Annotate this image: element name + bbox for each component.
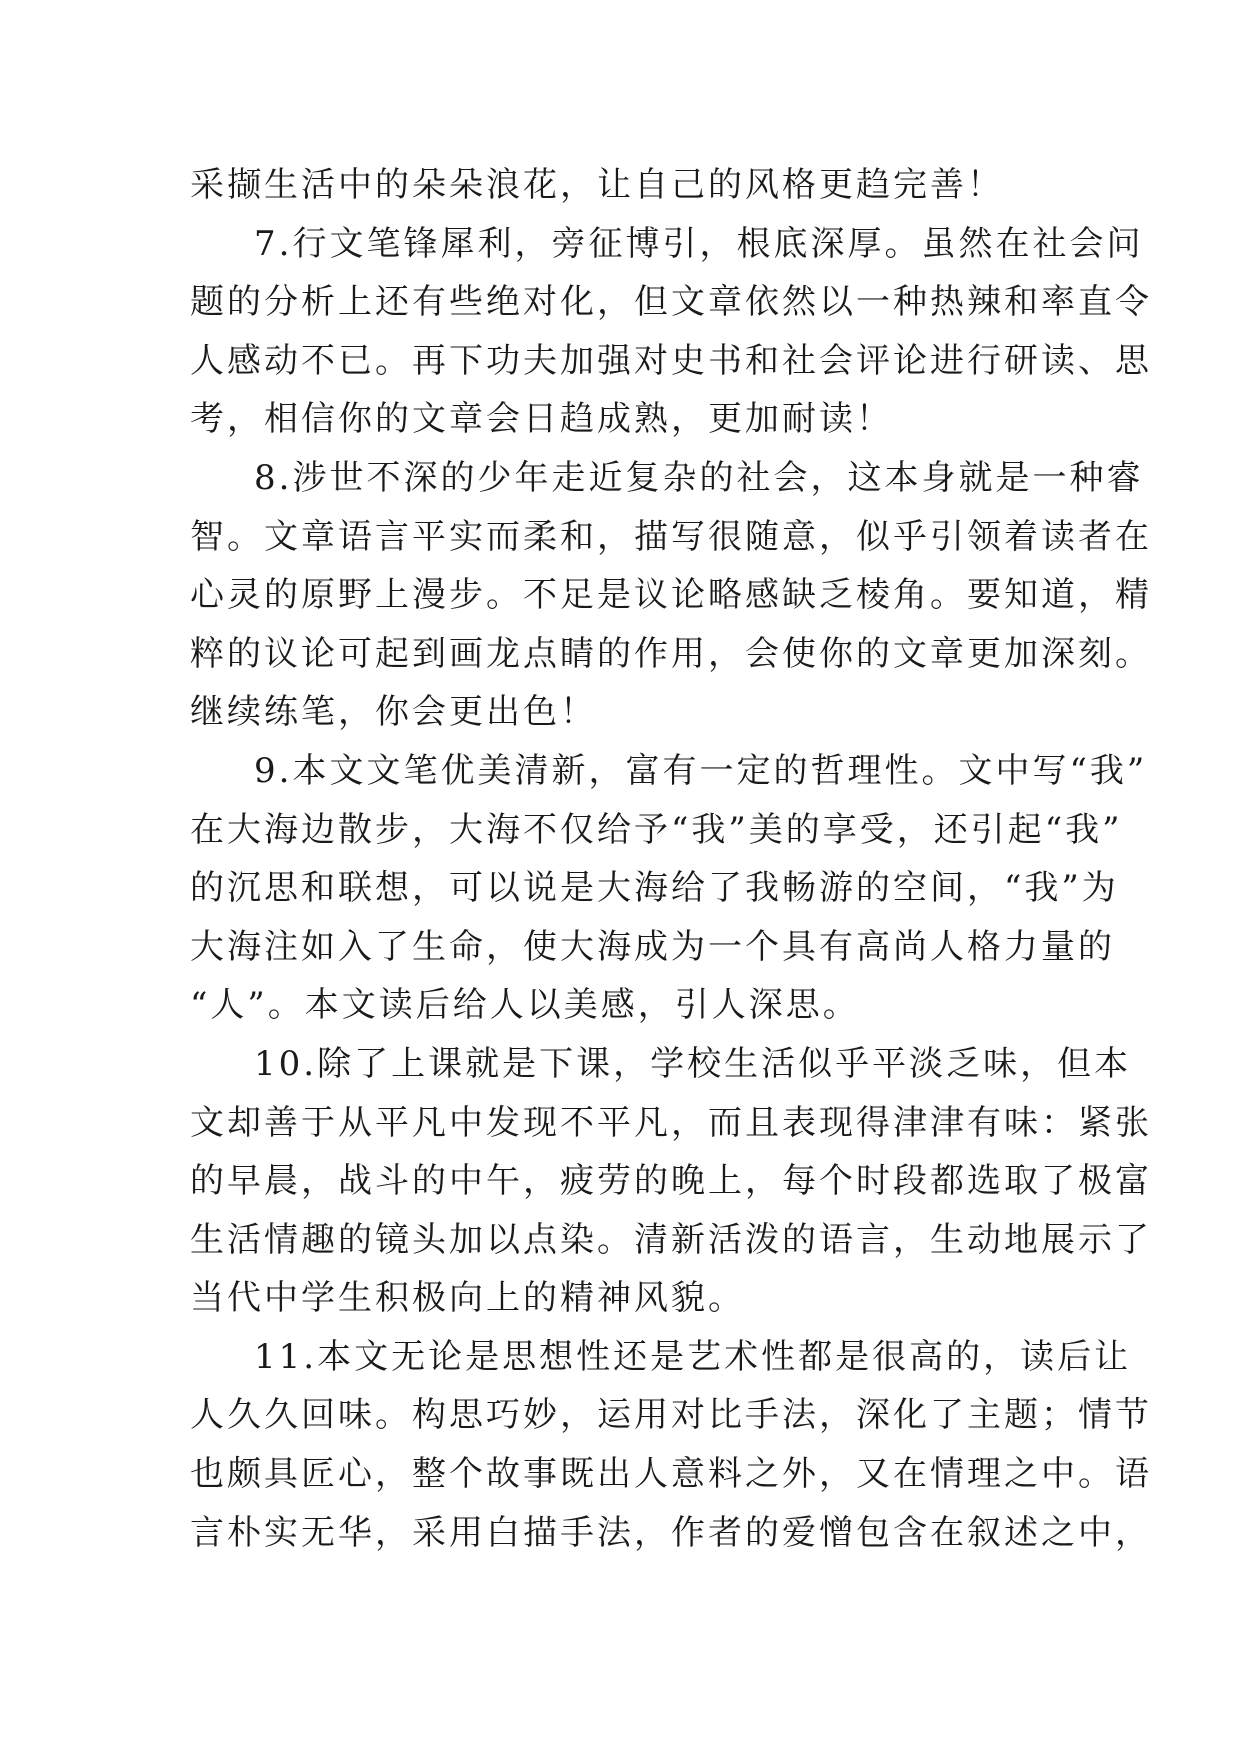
text-line: 人久久回味。构思巧妙，运用对比手法，深化了主题；情节 <box>190 1395 1152 1436</box>
text-line: 也颇具匠心，整个故事既出人意料之外，又在情理之中。语 <box>190 1454 1152 1495</box>
text-line: 9.本文文笔优美清新，富有一定的哲理性。文中写“我” <box>254 750 1148 791</box>
text-line: 8.涉世不深的少年走近复杂的社会，这本身就是一种睿 <box>254 457 1144 498</box>
text-line: 在大海边散步，大海不仅给予“我”美的享受，还引起“我” <box>190 809 1123 850</box>
text-line: 文却善于从平凡中发现不平凡，而且表现得津津有味：紧张 <box>190 1102 1152 1143</box>
text-line: 10.除了上课就是下课，学校生活似乎平淡乏味，但本 <box>254 1043 1132 1084</box>
text-line: 采撷生活中的朵朵浪花，让自己的风格更趋完善！ <box>190 165 1004 205</box>
text-line: 题的分析上还有些绝对化，但文章依然以一种热辣和率直令 <box>190 282 1152 323</box>
text-line: 7.行文笔锋犀利，旁征博引，根底深厚。虽然在社会问 <box>254 223 1144 264</box>
text-line: 生活情趣的镜头加以点染。清新活泼的语言，生动地展示了 <box>190 1219 1152 1260</box>
text-line: 智。文章语言平实而柔和，描写很随意，似乎引领着读者在 <box>190 516 1152 557</box>
text-line: 继续练笔，你会更出色！ <box>190 692 597 733</box>
text-line: 大海注如入了生命，使大海成为一个具有高尚人格力量的 <box>190 926 1115 967</box>
text-line: 言朴实无华，采用白描手法，作者的爱憎包含在叙述之中， <box>190 1512 1152 1553</box>
body-text <box>190 156 1152 1562</box>
text-line: 11.本文无论是思想性还是艺术性都是很高的，读后让 <box>254 1336 1132 1377</box>
text-line: 当代中学生积极向上的精神风貌。 <box>190 1278 745 1319</box>
text-line: 考，相信你的文章会日趋成熟，更加耐读！ <box>190 399 893 440</box>
text-line: 心灵的原野上漫步。不足是议论略感缺乏棱角。要知道，精 <box>190 575 1152 616</box>
text-line: 粹的议论可起到画龙点睛的作用，会使你的文章更加深刻。 <box>190 633 1152 674</box>
text-line: 的沉思和联想，可以说是大海给了我畅游的空间，“我”为 <box>190 868 1119 909</box>
text-line: 人感动不已。再下功夫加强对史书和社会评论进行研读、思 <box>190 340 1152 381</box>
text-line: 的早晨，战斗的中午，疲劳的晚上，每个时段都选取了极富 <box>190 1161 1152 1202</box>
text-line: “人”。本文读后给人以美感，引人深思。 <box>190 985 860 1026</box>
